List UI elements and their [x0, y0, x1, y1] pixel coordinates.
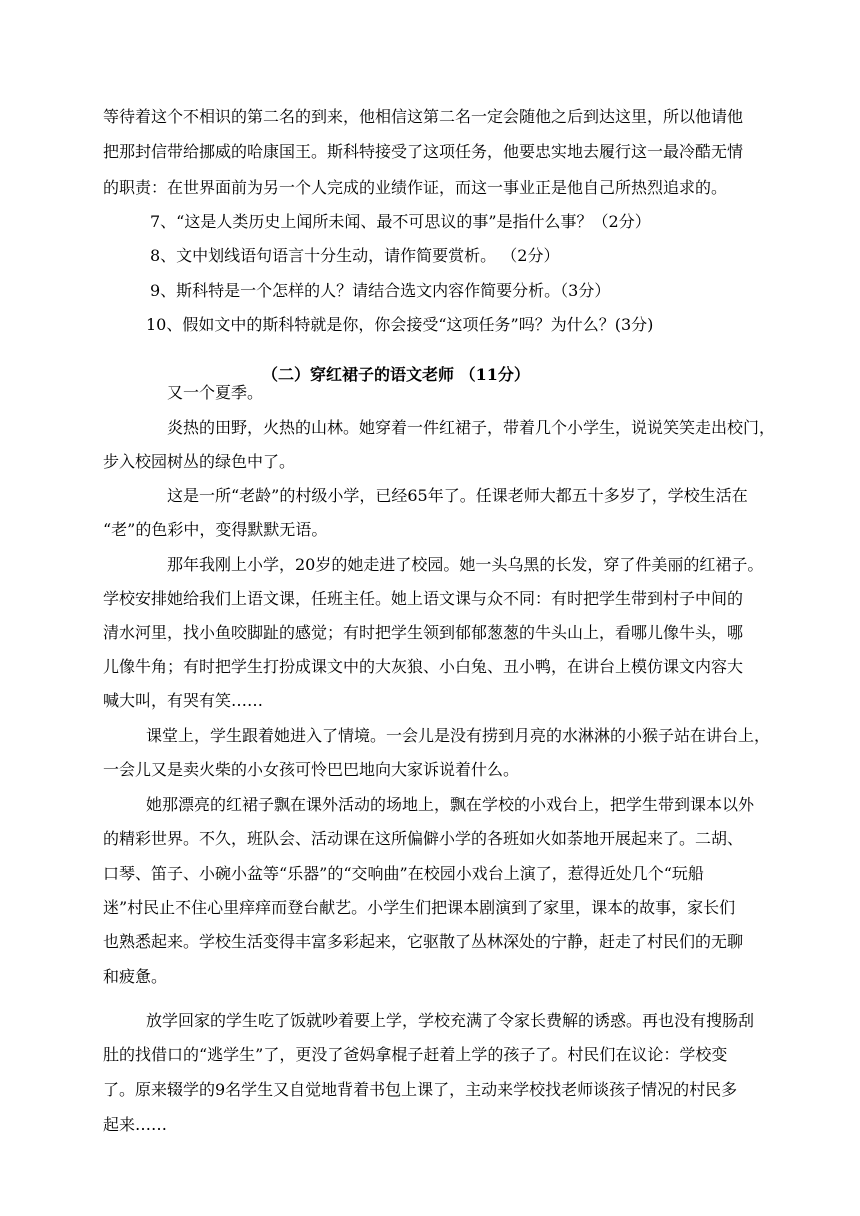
paragraph-line: 那年我刚上小学，20岁的她走进了校园。她一头乌黑的长发，穿了件美丽的红裙子。 [167, 555, 764, 574]
paragraph-line: 儿像牛角；有时把学生打扮成课文中的大灰狼、小白兔、丑小鸭，在讲台上模仿课文内容大 [103, 657, 744, 676]
paragraph-line: 又一个夏季。 [167, 383, 264, 402]
paragraph-line: 喊大叫，有哭有笑…… [103, 691, 264, 710]
paragraph-line: 的精彩世界。不久，班队会、活动课在这所偏僻小学的各班如火如荼地开展起来了。二胡、 [103, 829, 744, 848]
question-10: 10、假如文中的斯科特就是你，你会接受“这项任务”吗？为什么？(3分) [146, 315, 654, 334]
intro-line: 等待着这个不相识的第二名的到来，他相信这第二名一定会随他之后到达这里，所以他请他 [103, 107, 744, 126]
paragraph-line: 她那漂亮的红裙子飘在课外活动的场地上，飘在学校的小戏台上，把学生带到课本以外 [146, 795, 755, 814]
question-7: 7、“这是人类历史上闻所未闻、最不可思议的事”是指什么事？（2分） [150, 212, 651, 231]
paragraph-line: 肚的找借口的“逃学生”了，更没了爸妈拿棍子赶着上学的孩子了。村民们在议论：学校变 [103, 1045, 728, 1064]
intro-line: 的职责：在世界面前为另一个人完成的业绩作证，而这一事业正是他自己所热烈追求的。 [103, 178, 728, 197]
paragraph-line: 口琴、笛子、小碗小盆等“乐器”的“交响曲”在校园小戏台上演了，惹得近处几个“玩船 [103, 864, 704, 883]
paragraph-line: 炎热的田野，火热的山林。她穿着一件红裙子，带着几个小学生，说说笑笑走出校门， [167, 418, 776, 437]
paragraph-line: 这是一所“老龄”的村级小学，已经65年了。任课老师大都五十多岁了，学校生活在 [167, 486, 748, 505]
question-8: 8、文中划线语句语言十分生动，请作简要赏析。 （2分） [150, 246, 560, 265]
paragraph-line: 清水河里，找小鱼咬脚趾的感觉；有时把学生领到郁郁葱葱的牛头山上，看哪儿像牛头，哪 [103, 623, 744, 642]
paragraph-line: 放学回家的学生吃了饭就吵着要上学，学校充满了令家长费解的诱惑。再也没有搜肠刮 [146, 1011, 755, 1030]
question-9: 9、斯科特是一个怎样的人？请结合选文内容作简要分析。（3分） [150, 281, 611, 300]
paragraph-line: 起来…… [103, 1115, 168, 1134]
paragraph-line: 一会儿又是卖火柴的小女孩可怜巴巴地向大家诉说着什么。 [103, 760, 520, 779]
paragraph-line: 和疲惫。 [103, 967, 168, 986]
intro-line: 把那封信带给挪威的哈康国王。斯科特接受了这项任务，他要忠实地去履行这一最冷酷无情 [103, 142, 744, 161]
paragraph-line: 了。原来辍学的9名学生又自觉地背着书包上课了，主动来学校找老师谈孩子情况的村民多 [103, 1080, 738, 1099]
paragraph-line: 迷”村民止不住心里痒痒而登台献艺。小学生们把课本剧演到了家里，课本的故事，家长们 [103, 898, 736, 917]
paragraph-line: “老”的色彩中，变得默默无语。 [103, 520, 328, 539]
paragraph-line: 课堂上，学生跟着她进入了情境。一会儿是没有捞到月亮的水淋淋的小猴子站在讲台上， [146, 726, 771, 745]
section-title: （二）穿红裙子的语文老师 （11分） [262, 365, 530, 384]
paragraph-line: 步入校园树丛的绿色中了。 [103, 452, 296, 471]
paragraph-line: 学校安排她给我们上语文课，任班主任。她上语文课与众不同：有时把学生带到村子中间的 [103, 589, 744, 608]
paragraph-line: 也熟悉起来。学校生活变得丰富多彩起来，它驱散了丛林深处的宁静，赶走了村民们的无聊 [103, 932, 744, 951]
